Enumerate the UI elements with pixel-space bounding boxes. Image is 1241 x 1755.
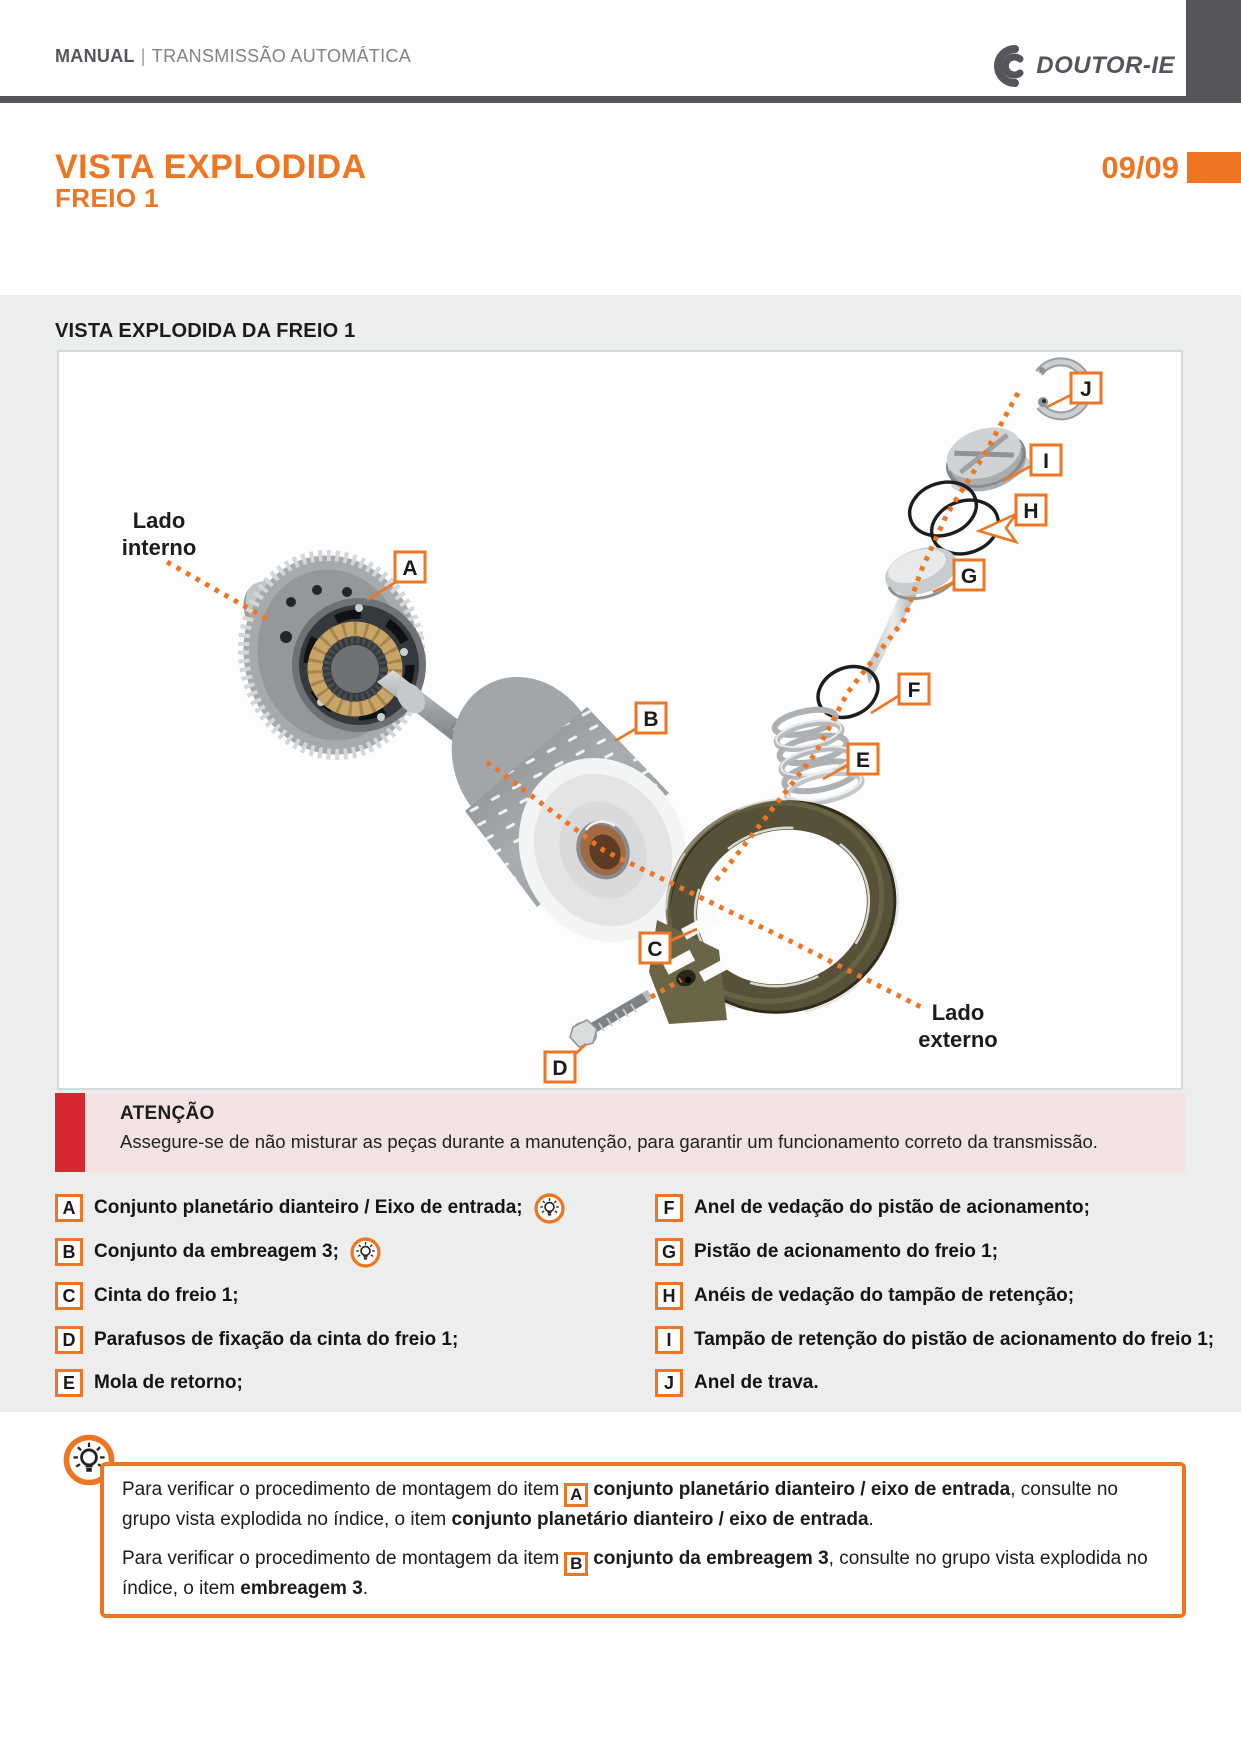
legend-text-e: Mola de retorno;	[94, 1372, 243, 1393]
legend-key-i: I	[655, 1326, 683, 1354]
legend-text-g: Pistão de acionamento do freio 1;	[694, 1241, 999, 1262]
marker-b	[636, 703, 666, 733]
legend-key-d: D	[55, 1326, 83, 1354]
page-number: 09/09	[1101, 150, 1179, 185]
header-corner-block	[1186, 0, 1241, 103]
marker-d	[545, 1052, 575, 1082]
legend-item-f	[655, 1194, 1090, 1222]
legend-text-d: Parafusos de fixação da cinta do freio 1;	[94, 1329, 459, 1350]
svg-text:A: A	[402, 557, 418, 580]
header-label-bold: MANUAL	[55, 46, 135, 66]
part-i-retention-cap	[937, 418, 1034, 501]
legend-key-b: B	[55, 1238, 83, 1266]
tip-bulb-icon	[350, 1237, 381, 1268]
legend-text-c: Cinta do freio 1;	[94, 1285, 239, 1306]
legend-text-j: Anel de trava.	[694, 1372, 819, 1393]
marker-f	[899, 674, 929, 704]
legend-text-a: Conjunto planetário dianteiro / Eixo de entrada;	[94, 1197, 523, 1218]
label-external-side-line2: externo	[918, 1027, 998, 1052]
exploded-view-diagram	[59, 352, 1181, 1088]
legend-key-a: A	[55, 1194, 83, 1222]
legend-item-e	[55, 1369, 243, 1397]
svg-text:D: D	[552, 1057, 568, 1080]
header-rule	[0, 96, 1186, 103]
svg-text:J: J	[1080, 378, 1092, 401]
marker-a	[395, 552, 425, 582]
legend-item-b	[55, 1238, 381, 1266]
legend-item-d	[55, 1326, 458, 1354]
marker-j	[1071, 373, 1101, 403]
legend-text-b: Conjunto da embreagem 3;	[94, 1241, 339, 1262]
exploded-view-panel	[57, 350, 1183, 1090]
brand-logo	[989, 44, 1175, 88]
legend-key-f: F	[655, 1194, 683, 1222]
legend-key-g: G	[655, 1238, 683, 1266]
header-label-rest: TRANSMISSÃO AUTOMÁTICA	[151, 46, 412, 66]
svg-text:B: B	[643, 708, 659, 731]
svg-text:G: G	[960, 565, 978, 588]
tip-box	[100, 1462, 1186, 1618]
svg-text:F: F	[907, 679, 921, 702]
tip-inline-key-b: B	[564, 1552, 588, 1576]
tip-bulb-icon	[534, 1193, 565, 1224]
svg-text:I: I	[1043, 450, 1049, 473]
label-external-side-line1: Lado	[931, 1000, 985, 1025]
part-d-bolt	[569, 990, 653, 1049]
legend-item-h	[655, 1282, 1074, 1310]
legend-item-c	[55, 1282, 239, 1310]
page-number-block	[1187, 152, 1241, 183]
legend-item-i	[655, 1326, 1214, 1354]
part-g-piston	[866, 539, 963, 684]
marker-e	[848, 744, 878, 774]
legend-text-h: Anéis de vedação do tampão de retenção;	[694, 1285, 1075, 1306]
marker-i	[1031, 445, 1061, 475]
legend-key-e: E	[55, 1369, 83, 1397]
doutor-ie-logo-icon	[989, 44, 1029, 88]
page-subtitle: FREIO 1	[55, 183, 159, 213]
legend-item-a	[55, 1194, 565, 1222]
marker-h	[1016, 495, 1046, 525]
attention-red-bar	[55, 1093, 85, 1172]
marker-g	[954, 560, 984, 590]
label-internal-side-line1: Lado	[132, 508, 186, 533]
attention-box	[55, 1093, 1186, 1172]
tip-inline-key-a: A	[564, 1483, 588, 1507]
page-title: VISTA EXPLODIDA	[55, 148, 367, 186]
legend-text-i: Tampão de retenção do pistão de acionamento do freio 1;	[694, 1329, 1215, 1350]
attention-title: ATENÇÃO	[120, 1103, 215, 1124]
tip-paragraph-1: Para verificar o procedimento de montagem do item A conjunto planetário dianteiro / eixo de entrada, consulte no grupo vista explodida no índice, o item conjunto planetário dianteiro / eixo de entrada.	[122, 1479, 1118, 1530]
attention-text: Assegure-se de não misturar as peças durante a manutenção, para garantir um funcionamento correto da transmissão.	[120, 1131, 1098, 1152]
legend-key-c: C	[55, 1282, 83, 1310]
label-internal-side-line2: interno	[121, 535, 197, 560]
svg-text:C: C	[647, 938, 663, 961]
brand-logo-text: DOUTOR-IE	[1036, 52, 1175, 79]
legend-item-j	[655, 1369, 819, 1397]
header-breadcrumb	[55, 46, 411, 67]
svg-text:H: H	[1023, 500, 1039, 523]
diagram-heading: VISTA EXPLODIDA DA FREIO 1	[55, 320, 356, 342]
legend-text-f: Anel de vedação do pistão de acionamento;	[694, 1197, 1090, 1218]
legend-key-h: H	[655, 1282, 683, 1310]
marker-c	[640, 933, 670, 963]
tip-paragraph-2: Para verificar o procedimento de montagem da item B conjunto da embreagem 3, consulte no grupo vista explodida no índice, o item embreagem 3.	[122, 1548, 1148, 1599]
legend-key-j: J	[655, 1369, 683, 1397]
part-c-brake-band	[635, 766, 928, 1047]
legend-item-g	[655, 1238, 998, 1266]
svg-text:E: E	[855, 749, 871, 772]
header-separator: |	[140, 46, 146, 66]
